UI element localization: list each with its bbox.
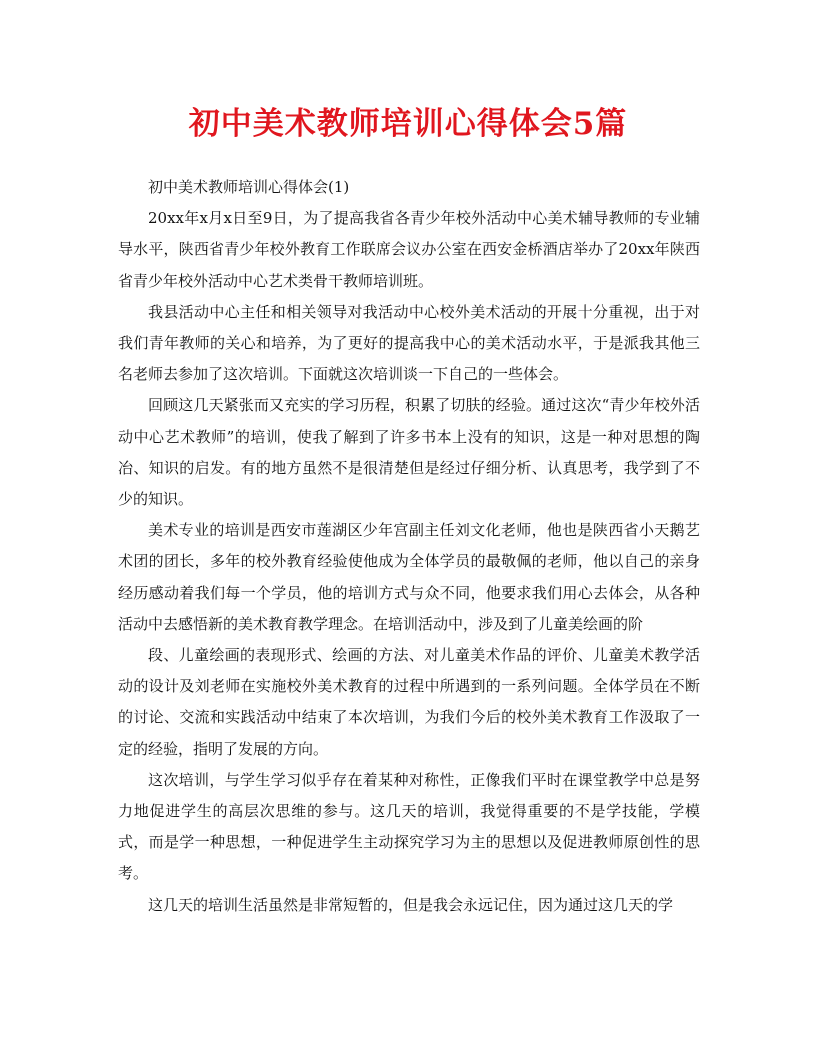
paragraph: 我县活动中心主任和相关领导对我活动中心校外美术活动的开展十分重视，出于对我们青年教师的关心和培养，为了更好的提高我中心的美术活动水平，于是派我其他三名老师去参加了这次培训。下面就这次培训谈一下自己的一些体会。 xyxy=(118,302,700,384)
paragraph: 20xx年x月x日至9日，为了提高我省各青少年校外活动中心美术辅导教师的专业辅导水平，陕西省青少年校外教育工作联席会议办公室在西安金桥酒店举办了20xx年陕西省青少年校外活动中心艺术类骨干教师培训班。 xyxy=(118,209,700,290)
paragraph: 美术专业的培训是西安市莲湖区少年宫副主任刘文化老师，他也是陕西省小天鹅艺术团的团长，多年的校外教育经验使他成为全体学员的最敬佩的老师，他以自己的亲身经历感动着我们每一个学员，他的培训方式与众不同，他要求我们用心去体会，从各种活动中去感悟新的美术教育教学理念。在培训活动中，涉及到了儿童美绘画的阶 xyxy=(118,521,700,633)
paragraph: 这几天的培训生活虽然是非常短暂的，但是我会永远记住，因为通过这几天的学 xyxy=(148,895,674,914)
document-title: 初中美术教师培训心得体会5篇 xyxy=(188,106,628,142)
paragraph: 这次培训，与学生学习似乎存在着某种对称性，正像我们平时在课堂教学中总是努力地促进学生的高层次思维的参与。这几天的培训，我觉得重要的不是学技能，学模式，而是学一种思想，一种促进学生主动探究学习为主的思想以及促进教师原创性的思考。 xyxy=(118,770,700,883)
paragraph: 回顾这几天紧张而又充实的学习历程，积累了切肤的经验。通过这次“青少年校外活动中心艺术教师”的培训，使我了解到了许多书本上没有的知识，这是一种对思想的陶冶、知识的启发。有的地方虽然不是很清楚但是经过仔细分析、认真思考，我学到了不少的知识。 xyxy=(118,396,700,509)
document-body xyxy=(118,172,700,921)
paragraph-subtitle: 初中美术教师培训心得体会(1) xyxy=(148,178,350,196)
paragraph: 段、儿童绘画的表现形式、绘画的方法、对儿童美术作品的评价、儿童美术教学活动的设计及刘老师在实施校外美术教育的过程中所遇到的一系列问题。全体学员在不断的讨论、交流和实践活动中结束了本次培训，为我们今后的校外美术教育工作汲取了一定的经验，指明了发展的方向。 xyxy=(118,646,700,758)
